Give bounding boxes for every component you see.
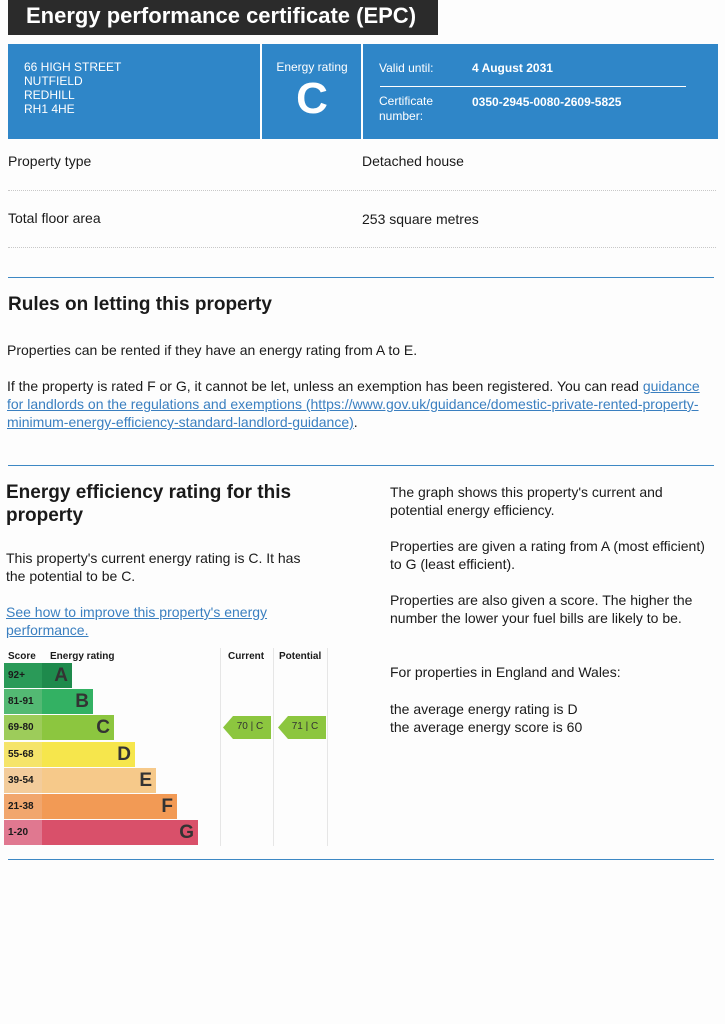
band-score-a: 92+ xyxy=(4,663,42,688)
band-score-e: 39-54 xyxy=(4,768,42,793)
column-separator xyxy=(273,648,274,846)
section-divider xyxy=(8,465,714,466)
band-bar-a: A xyxy=(42,663,72,688)
divider xyxy=(8,190,716,191)
letting-paragraph-exemption xyxy=(7,377,717,431)
address-line: REDHILL xyxy=(24,88,75,102)
column-separator xyxy=(327,648,328,846)
property-type-label: Property type xyxy=(8,153,92,169)
certificate-number-label: Certificate number: xyxy=(379,94,434,123)
band-score-f: 21-38 xyxy=(4,794,42,819)
epc-summary-box xyxy=(8,44,718,139)
average-rating-text: the average energy rating is D xyxy=(390,701,578,717)
divider xyxy=(361,44,363,139)
potential-column-header: Potential xyxy=(279,651,322,662)
band-score-d: 55-68 xyxy=(4,742,42,767)
current-column-header: Current xyxy=(228,651,265,662)
graph-explanation: The graph shows this property's current and potential energy efficiency. xyxy=(390,484,663,518)
average-score-text: the average energy score is 60 xyxy=(390,719,583,735)
band-score-b: 81-91 xyxy=(4,689,42,714)
certificate-number-value: 0350-2945-0080-2609-5825 xyxy=(472,95,622,109)
section-divider xyxy=(8,859,714,860)
property-type-value: Detached house xyxy=(362,153,464,169)
property-address xyxy=(24,60,121,116)
link-suffix: . xyxy=(353,414,358,430)
improve-performance-link[interactable]: See how to improve this property's energy performance. xyxy=(6,604,268,638)
floor-area-label: Total floor area xyxy=(8,210,101,226)
rating-column-header: Energy rating xyxy=(50,651,115,662)
valid-until-label: Valid until: xyxy=(379,61,434,75)
band-bar-e: E xyxy=(42,768,156,793)
column-separator xyxy=(220,648,221,846)
rating-explanation: Properties are given a rating from A (most efficient) to G (least efficient). xyxy=(390,538,705,572)
section-divider xyxy=(8,277,714,278)
band-bar-d: D xyxy=(42,742,135,767)
energy-rating-letter: C xyxy=(296,74,328,123)
band-score-c: 69-80 xyxy=(4,715,42,740)
score-explanation: Properties are also given a score. The higher the number the lower your fuel bills are likely to be. xyxy=(390,592,693,626)
divider xyxy=(8,247,716,248)
letting-text: If the property is rated F or G, it cannot be let, unless an exemption has been registered. You can read xyxy=(7,378,639,394)
letting-heading: Rules on letting this property xyxy=(8,294,272,315)
band-bar-c: C xyxy=(42,715,114,740)
page-title: Energy performance certificate (EPC) xyxy=(8,0,438,35)
band-bar-f: F xyxy=(42,794,177,819)
energy-rating-chart xyxy=(4,648,330,846)
divider xyxy=(380,86,686,87)
band-score-g: 1-20 xyxy=(4,820,42,845)
band-bar-g: G xyxy=(42,820,198,845)
address-line: NUTFIELD xyxy=(24,74,83,88)
potential-rating-indicator xyxy=(278,716,326,739)
address-line: RH1 4HE xyxy=(24,102,75,116)
current-rating-text: This property's current energy rating is C. It has the potential to be C. xyxy=(6,550,301,584)
band-bar-b: B xyxy=(42,689,93,714)
address-line: 66 HIGH STREET xyxy=(24,60,122,74)
efficiency-heading: Energy efficiency rating for this property xyxy=(6,482,292,526)
letting-paragraph: Properties can be rented if they have an energy rating from A to E. xyxy=(7,342,418,358)
score-column-header: Score xyxy=(8,651,36,662)
region-text: For properties in England and Wales: xyxy=(390,664,621,680)
current-rating-label: 70 | C xyxy=(236,721,264,733)
improve-link-paragraph xyxy=(6,603,316,639)
landlord-guidance-link[interactable]: guidance for landlords on the regulations and exemptions (https://www.gov.uk/guidance/domestic-private-rented-property-minimum-energy-efficiency-standard-landlord-guidance) xyxy=(7,378,700,430)
floor-area-value: 253 square metres xyxy=(362,211,479,227)
valid-until-value: 4 August 2031 xyxy=(472,61,553,75)
energy-rating-label: Energy rating xyxy=(276,60,348,74)
current-rating-indicator xyxy=(223,716,271,739)
potential-rating-label: 71 | C xyxy=(291,721,319,733)
